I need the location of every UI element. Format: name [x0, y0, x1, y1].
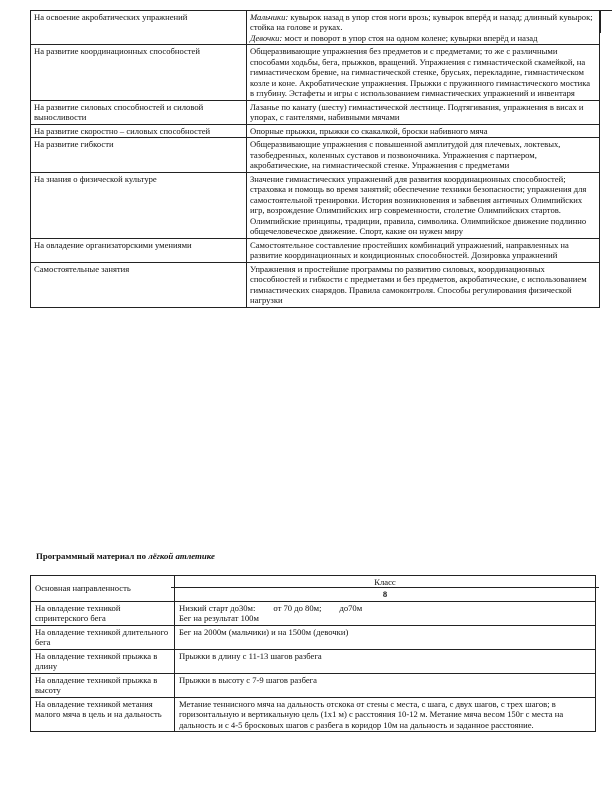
direction-cell: На овладение техникой метания малого мяча в цель и на дальность: [31, 697, 175, 731]
direction-cell: На овладение техникой прыжка в длину: [31, 649, 175, 673]
content-cell: Метание теннисного мяча на дальность отскока от стены с места, с шага, с двух шагов, с трех шагов; в горизонтальную и вертикальную цель (1х1 м) с расстояния 10-12 м. Метание мяча весом 150г с места на дальность и с 4-5 бросковых шагов с разбега в коридор 10м на дальность и заданное расстояние.: [175, 697, 596, 731]
table-row: [31, 601, 596, 625]
direction-cell: На овладение техникой прыжка в высоту: [31, 673, 175, 697]
direction-cell: На развитие скоростно – силовых способностей: [31, 124, 247, 137]
column-header-class: Класс 8: [175, 576, 596, 602]
table-row: [31, 649, 596, 673]
table-row: [31, 172, 600, 238]
direction-cell: На овладение организаторскими умениями: [31, 238, 247, 262]
table-row: [31, 45, 600, 100]
content-cell: Прыжки в длину с 11-13 шагов разбега: [175, 649, 596, 673]
grade-number: 8: [171, 587, 599, 599]
table-row: [31, 11, 600, 45]
table-row: [31, 625, 596, 649]
table-row: [31, 124, 600, 137]
direction-cell: Самостоятельные занятия: [31, 262, 247, 307]
direction-cell: На развитие гибкости: [31, 138, 247, 172]
content-paragraph: Мальчики: кувырок назад в упор стоя ноги врозь; кувырок вперёд и назад; длинный кувырок; стойка на голове и руках.: [250, 12, 593, 33]
content-cell: Значение гимнастических упражнений для развития координационных способностей; страховка и помощь во время занятий; обеспечение техники безопасности; упражнения для самостоятельной тренировки. История возникновения и забвения античных Олимпийских игр, возрождение Олимпийских игр современности, столетие Олимпийских стартов. Олимпийские принципы, традиции, правила, символика. Олимпийское движение подлинно общечеловеческое движение. Спорт, какие он нужен миру: [247, 172, 600, 238]
table-header-row: [31, 576, 596, 602]
table-row: [31, 238, 600, 262]
table-border-fragment: [600, 10, 612, 33]
table-row: [31, 262, 600, 307]
content-cell: Прыжки в высоту с 7-9 шагов разбега: [175, 673, 596, 697]
section-title: Программный материал по лёгкой атлетике: [36, 551, 215, 561]
gymnastics-content-table: [30, 10, 600, 308]
athletics-table: [30, 575, 596, 732]
content-cell: Упражнения и простейшие программы по развитию силовых, координационных способностей и гибкости с предметами и без предметов, акробатические, с использованием гимнастических снарядов. Правила самоконтроля. Способы регулирования физической нагрузки: [247, 262, 600, 307]
table-row: [31, 138, 600, 172]
content-cell: Лазанье по канату (шесту) гимнастической лестнице. Подтягивания, упражнения в висах и упорах, с гантелями, набивными мячами: [247, 100, 600, 124]
direction-cell: На знания о физической культуре: [31, 172, 247, 238]
content-cell: Общеразвивающие упражнения без предметов и с предметами; то же с различными способами ходьбы, бега, прыжков, вращений. Упражнения с гимнастической скамейкой, на гимнастическом бревне, на гимнастической стенке, брусьях, перекладине, гимнастическом козле и коне. Акробатические упражнения. Прыжки с пружинного гимнастического мостика в глубину. Эстафеты и игры с использованием гимнастических упражнений и инвентаря: [247, 45, 600, 100]
content-cell: [247, 11, 600, 45]
content-cell: Самостоятельное составление простейших комбинаций упражнений, направленных на развитие координационных и кондиционных способностей. Дозировка упражнений: [247, 238, 600, 262]
table-row: [31, 673, 596, 697]
content-cell: Бег на 2000м (мальчики) и на 1500м (девочки): [175, 625, 596, 649]
direction-cell: На овладение техникой длительного бега: [31, 625, 175, 649]
direction-cell: На развитие силовых способностей и силовой выносливости: [31, 100, 247, 124]
content-paragraph: Девочки: мост и поворот в упор стоя на одном колене; кувырки вперёд и назад: [250, 32, 538, 43]
direction-cell: На развитие координационных способностей: [31, 45, 247, 100]
content-cell: Низкий старт до30м: от 70 до 80м; до70м Бег на результат 100м: [175, 601, 596, 625]
direction-cell: На овладение техникой спринтерского бега: [31, 601, 175, 625]
content-cell: Общеразвивающие упражнения с повышенной амплитудой для плечевых, локтевых, тазобедренных, коленных суставов и позвоночника. Упражнения с партнером, акробатические, на гимнастической стенке. Упражнения с предметами: [247, 138, 600, 172]
table-row: [31, 100, 600, 124]
table-row: [31, 697, 596, 731]
direction-cell: На освоение акробатических упражнений: [31, 11, 247, 45]
column-header-direction: Основная направленность: [31, 576, 175, 602]
content-cell: Опорные прыжки, прыжки со скакалкой, броски набивного мяча: [247, 124, 600, 137]
